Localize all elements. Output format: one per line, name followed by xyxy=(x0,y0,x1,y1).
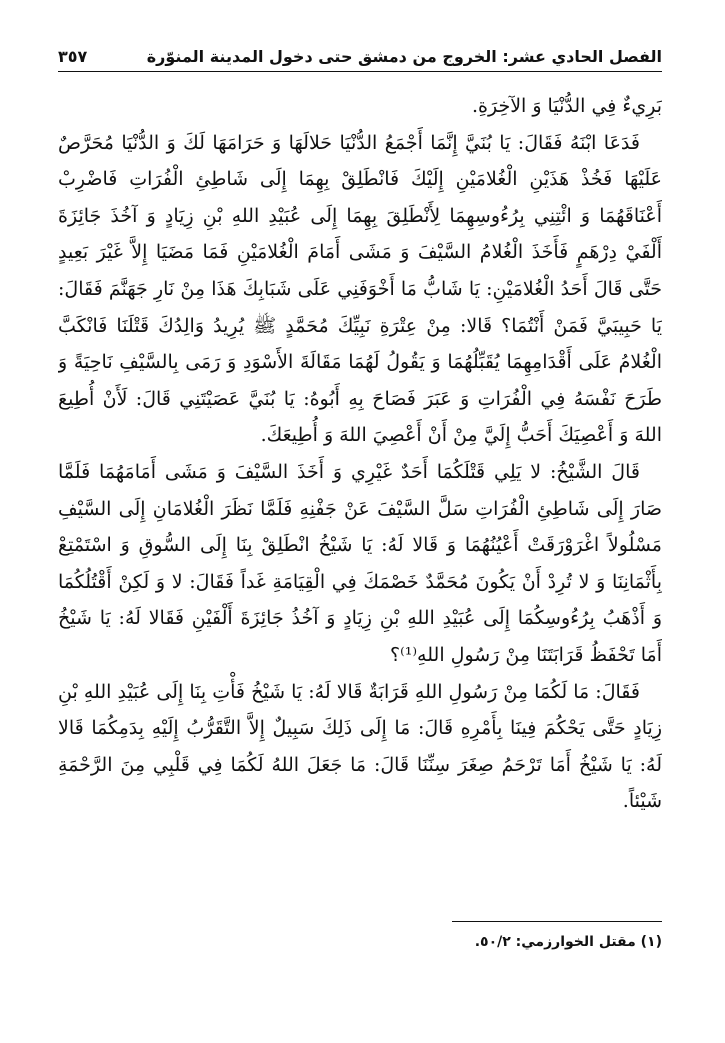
main-text xyxy=(58,88,662,888)
paragraph: فَقَالَ: مَا لَكُمَا مِنْ رَسُولِ اللهِ قَرَابَةٌ قَالا لَهُ: يَا شَيْخُ فَأْتِ بِنَا إِلَى عُبَيْدِ اللهِ بْنِ زِيَادٍ حَتَّى يَحْكُمَ فِينَا بِأَمْرِهِ قَالَ: مَا إِلَى ذَلِكَ سَبِيلٌ إِلاَّ التَّقَرُّبُ إِلَيْهِ بِدَمِكُمَا قَالا لَهُ: يَا شَيْخُ أَمَا تَرْحَمُ صِغَرَ سِنِّنَا قَالَ: مَا جَعَلَ اللهُ لَكُمَا فِي قَلْبِي مِنَ الرَّحْمَةِ شَيْئاً. xyxy=(58,680,662,813)
footnote-divider xyxy=(452,921,662,922)
paragraph: قَالَ الشَّيْخُ: لا يَلِي قَتْلَكُمَا أَحَدٌ غَيْرِي وَ أَخَذَ السَّيْفَ وَ مَشَى أَمَامَهُمَا فَلَمَّا صَارَ إِلَى شَاطِئِ الْفُرَاتِ سَلَّ السَّيْفَ عَنْ جَفْنِهِ فَلَمَّا نَظَرَ الْغُلامَانِ إِلَى السَّيْفِ مَسْلُولاً اغْرَوْرَقَتْ أَعْيُنُهُمَا وَ قَالا لَهُ: يَا شَيْخُ انْطَلِقْ بِنَا إِلَى السُّوقِ وَ اسْتَمْتِعْ بِأَثْمَانِنَا وَ لا تُرِدْ أَنْ يَكُونَ مُحَمَّدٌ خَصْمَكَ فِي الْقِيَامَةِ غَداً فَقَالَ: لا وَ لَكِنْ أَقْتُلُكُمَا وَ أَذْهَبُ بِرُءُوسِكُمَا إِلَى عُبَيْدِ اللهِ بْنِ زِيَادٍ وَ آخُذُ جَائِزَةَ أَلْفَيْنِ فَقَالا لَهُ: يَا شَيْخُ أَمَا تَحْفَظُ قَرَابَتَنَا مِنْ رَسُولِ اللهِ⁽¹⁾؟ xyxy=(58,460,662,666)
paragraph: بَرِيءٌ فِي الدُّنْيَا وَ الآخِرَةِ. xyxy=(471,95,662,117)
page-number: ٣٥٧ xyxy=(58,47,88,66)
paragraph: فَدَعَا ابْنَهُ فَقَالَ: يَا بُنَيَّ إِنَّمَا أَجْمَعُ الدُّنْيَا حَلالَهَا وَ حَرَامَهَا لَكَ وَ الدُّنْيَا مُحَرَّصٌ عَلَيْهَا فَخُذْ هَذَيْنِ الْغُلامَيْنِ إِلَيْكَ فَانْطَلِقْ بِهِمَا إِلَى شَاطِئِ الْفُرَاتِ فَاضْرِبْ أَعْنَاقَهُمَا وَ ائْتِنِي بِرُءُوسِهِمَا لِأَنْطَلِقَ بِهِمَا إِلَى عُبَيْدِ اللهِ بْنِ زِيَادٍ وَ آخُذَ جَائِزَةَ أَلْفَيْ دِرْهَمٍ فَأَخَذَ الْغُلامُ السَّيْفَ وَ مَشَى أَمَامَ الْغُلامَيْنِ فَمَا مَضَيَا إِلاَّ غَيْرَ بَعِيدٍ حَتَّى قَالَ أَحَدُ الْغُلامَيْنِ: يَا شَابُّ مَا أَخْوَفَنِي عَلَى شَبَابِكَ هَذَا مِنْ نَارِ جَهَنَّمَ فَقَالَ: يَا حَبِيبَيَّ فَمَنْ أَنْتُمَا؟ قَالا: مِنْ عِتْرَةِ نَبِيِّكَ مُحَمَّدٍ ﷺ يُرِيدُ وَالِدُكَ قَتْلَنَا فَانْكَبَّ الْغُلامُ عَلَى أَقْدَامِهِمَا يُقَبِّلُهُمَا وَ يَقُولُ لَهُمَا مَقَالَةَ الأَسْوَدِ وَ رَمَى بِالسَّيْفِ نَاحِيَةً وَ طَرَحَ نَفْسَهُ فِي الْفُرَاتِ وَ عَبَرَ فَصَاحَ بِهِ أَبُوهُ: يَا بُنَيَّ عَصَيْتَنِي قَالَ: لَأَنْ أُطِيعَ اللهَ وَ أَعْصِيَكَ أَحَبُّ إِلَيَّ مِنْ أَنْ أَعْصِيَ اللهَ وَ أُطِيعَكَ. xyxy=(58,131,662,447)
header-divider xyxy=(58,71,662,72)
footnote: (١) مقتل الخوارزمي: ٥٠/٢. xyxy=(474,934,662,950)
chapter-title: الفصل الحادي عشر: الخروج من دمشق حتى دخول المدينة المنوّرة xyxy=(146,47,662,66)
running-header xyxy=(58,38,662,66)
